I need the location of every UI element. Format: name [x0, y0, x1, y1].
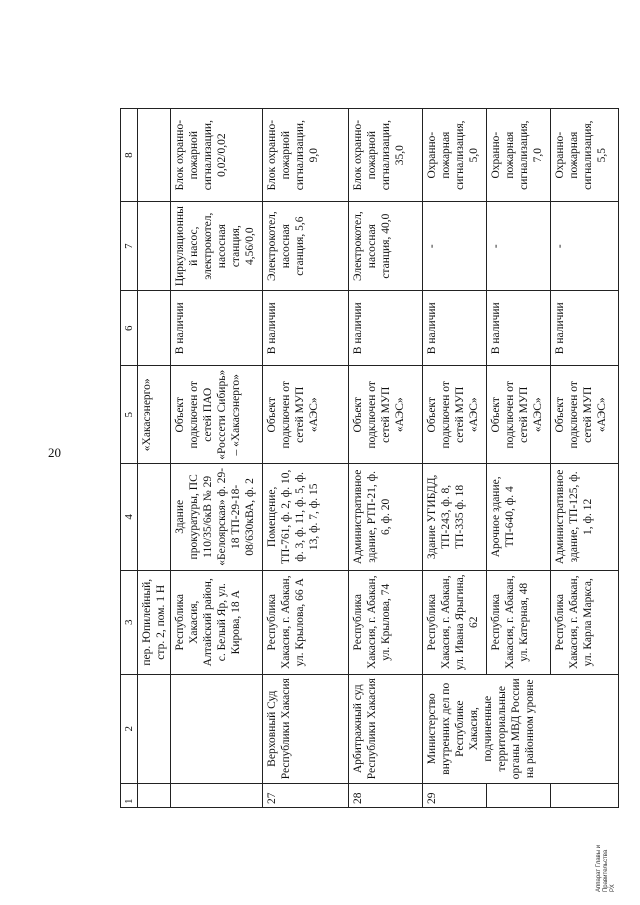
object-cell: Арочное здание, ТП-640, ф. 4 — [487, 464, 551, 571]
address-cell: Республика Хакасия, г. Абакан, ул. Крылова, 66 А — [263, 570, 349, 674]
table-row — [423, 109, 487, 808]
address-cell: Республика Хакасия, г. Абакан, ул. Катерная, 48 — [487, 570, 551, 674]
availability-cell: В наличии — [551, 291, 619, 366]
header-cell: 1 — [121, 783, 138, 807]
header-cell: 4 — [121, 464, 138, 571]
equipment-cell — [138, 202, 171, 291]
organization-cell — [138, 674, 171, 783]
connection-cell: «Хакасэнерго» — [138, 366, 171, 464]
alarm-cell: Охранно-пожарная сигнализация, 7,0 — [487, 109, 551, 202]
equipment-cell: - — [487, 202, 551, 291]
address-cell: Республика Хакасия, г. Абакан, ул. Ивана Ярыгина, 62 — [423, 570, 487, 674]
equipment-cell: - — [423, 202, 487, 291]
alarm-cell: Охранно-пожарная сигнализация, 5,5 — [551, 109, 619, 202]
organization-cell: Министерство внутренних дел по Республике Хакасия, подчиненные территориальные органы МВД России на районном уровне — [423, 674, 619, 783]
address-cell: Республика Хакасия, г. Абакан, ул. Карла Маркса, — [551, 570, 619, 674]
availability-cell: В наличии — [349, 291, 423, 366]
availability-cell: В наличии — [171, 291, 263, 366]
header-cell: 5 — [121, 366, 138, 464]
availability-cell: В наличии — [263, 291, 349, 366]
equipment-cell: Электрокотел, насосная станция, 5,6 — [263, 202, 349, 291]
header-cell: 6 — [121, 291, 138, 366]
row-number-cell — [171, 783, 263, 807]
alarm-cell: Охранно-пожарная сигнализация, 5,0 — [423, 109, 487, 202]
table-row — [171, 109, 263, 808]
object-cell: Административное здание, РТП-21, ф. 6, ф. 20 — [349, 464, 423, 571]
row-number-cell: 27 — [263, 783, 349, 807]
connection-cell: Объект подключен от сетей МУП «АЭС» — [423, 366, 487, 464]
rotated-table-container — [120, 108, 630, 808]
availability-cell: В наличии — [423, 291, 487, 366]
equipment-cell: - — [551, 202, 619, 291]
table-row — [349, 109, 423, 808]
row-number-cell: 29 — [423, 783, 487, 807]
header-cell: 2 — [121, 674, 138, 783]
page-number: 20 — [48, 445, 61, 460]
address-cell: Республика Хакасия, Алтайский район, с. Белый Яр, ул. Кирова, 18 А — [171, 570, 263, 674]
address-cell: пер. Юпилейный, стр. 2, пом. 1 Н — [138, 570, 171, 674]
row-number-cell — [487, 783, 551, 807]
availability-cell: В наличии — [487, 291, 551, 366]
organization-cell — [171, 674, 263, 783]
connection-cell: Объект подключен от сетей МУП «АЭС» — [349, 366, 423, 464]
header-cell: 8 — [121, 109, 138, 202]
row-number-cell — [138, 783, 171, 807]
header-cell: 3 — [121, 570, 138, 674]
organization-cell: Арбитражный суд Республики Хакасия — [349, 674, 423, 783]
alarm-cell: Блок охранно-пожарной сигнализации, 0,02/0,02 — [171, 109, 263, 202]
table-row — [263, 109, 349, 808]
header-cell: 7 — [121, 202, 138, 291]
object-cell — [138, 464, 171, 571]
table-row — [138, 109, 171, 808]
object-cell: Административное здание, ТП-125, ф. 1, ф. 12 — [551, 464, 619, 571]
equipment-cell: Циркуляционный насос, электрокотел, насосная станция, 4,56/0,0 — [171, 202, 263, 291]
object-cell: Здание УГИБДД, ТП-243, ф. 8, ТП-335 ф. 18 — [423, 464, 487, 571]
registry-table — [120, 108, 619, 808]
address-cell: Республика Хакасия, г. Абакан, ул. Крылова, 74 — [349, 570, 423, 674]
connection-cell: Объект подключен от сетей ПАО «Россети Сибирь» – «Хакасэнерго» — [171, 366, 263, 464]
connection-cell: Объект подключен от сетей МУП «АЭС» — [263, 366, 349, 464]
table-header-row — [121, 109, 138, 808]
equipment-cell: Электрокотел, насосная станция, 40,0 — [349, 202, 423, 291]
row-number-cell: 28 — [349, 783, 423, 807]
corner-stamp-text: Аппарат Главы и Правительства РХ — [596, 844, 616, 892]
alarm-cell — [138, 109, 171, 202]
organization-cell: Верховный Суд Республики Хакасия — [263, 674, 349, 783]
corner-stamp — [596, 844, 616, 892]
connection-cell: Объект подключен от сетей МУП «АЭС» — [487, 366, 551, 464]
alarm-cell: Блок охранно-пожарной сигнализации, 35,0 — [349, 109, 423, 202]
availability-cell — [138, 291, 171, 366]
object-cell: Помещение, ТП-761, ф. 2, ф. 10, ф. 3, ф. 11, ф. 5, ф. 13, ф. 7, ф. 15 — [263, 464, 349, 571]
row-number-cell — [551, 783, 619, 807]
object-cell: Здание прокуратуры, ПС 110/35/6кВ № 29 «Белоярская» ф. 29-18 ТП-29-18-08/630кВА, ф. 2 — [171, 464, 263, 571]
alarm-cell: Блок охранно-пожарной сигнализации, 9,0 — [263, 109, 349, 202]
connection-cell: Объект подключен от сетей МУП «АЭС» — [551, 366, 619, 464]
